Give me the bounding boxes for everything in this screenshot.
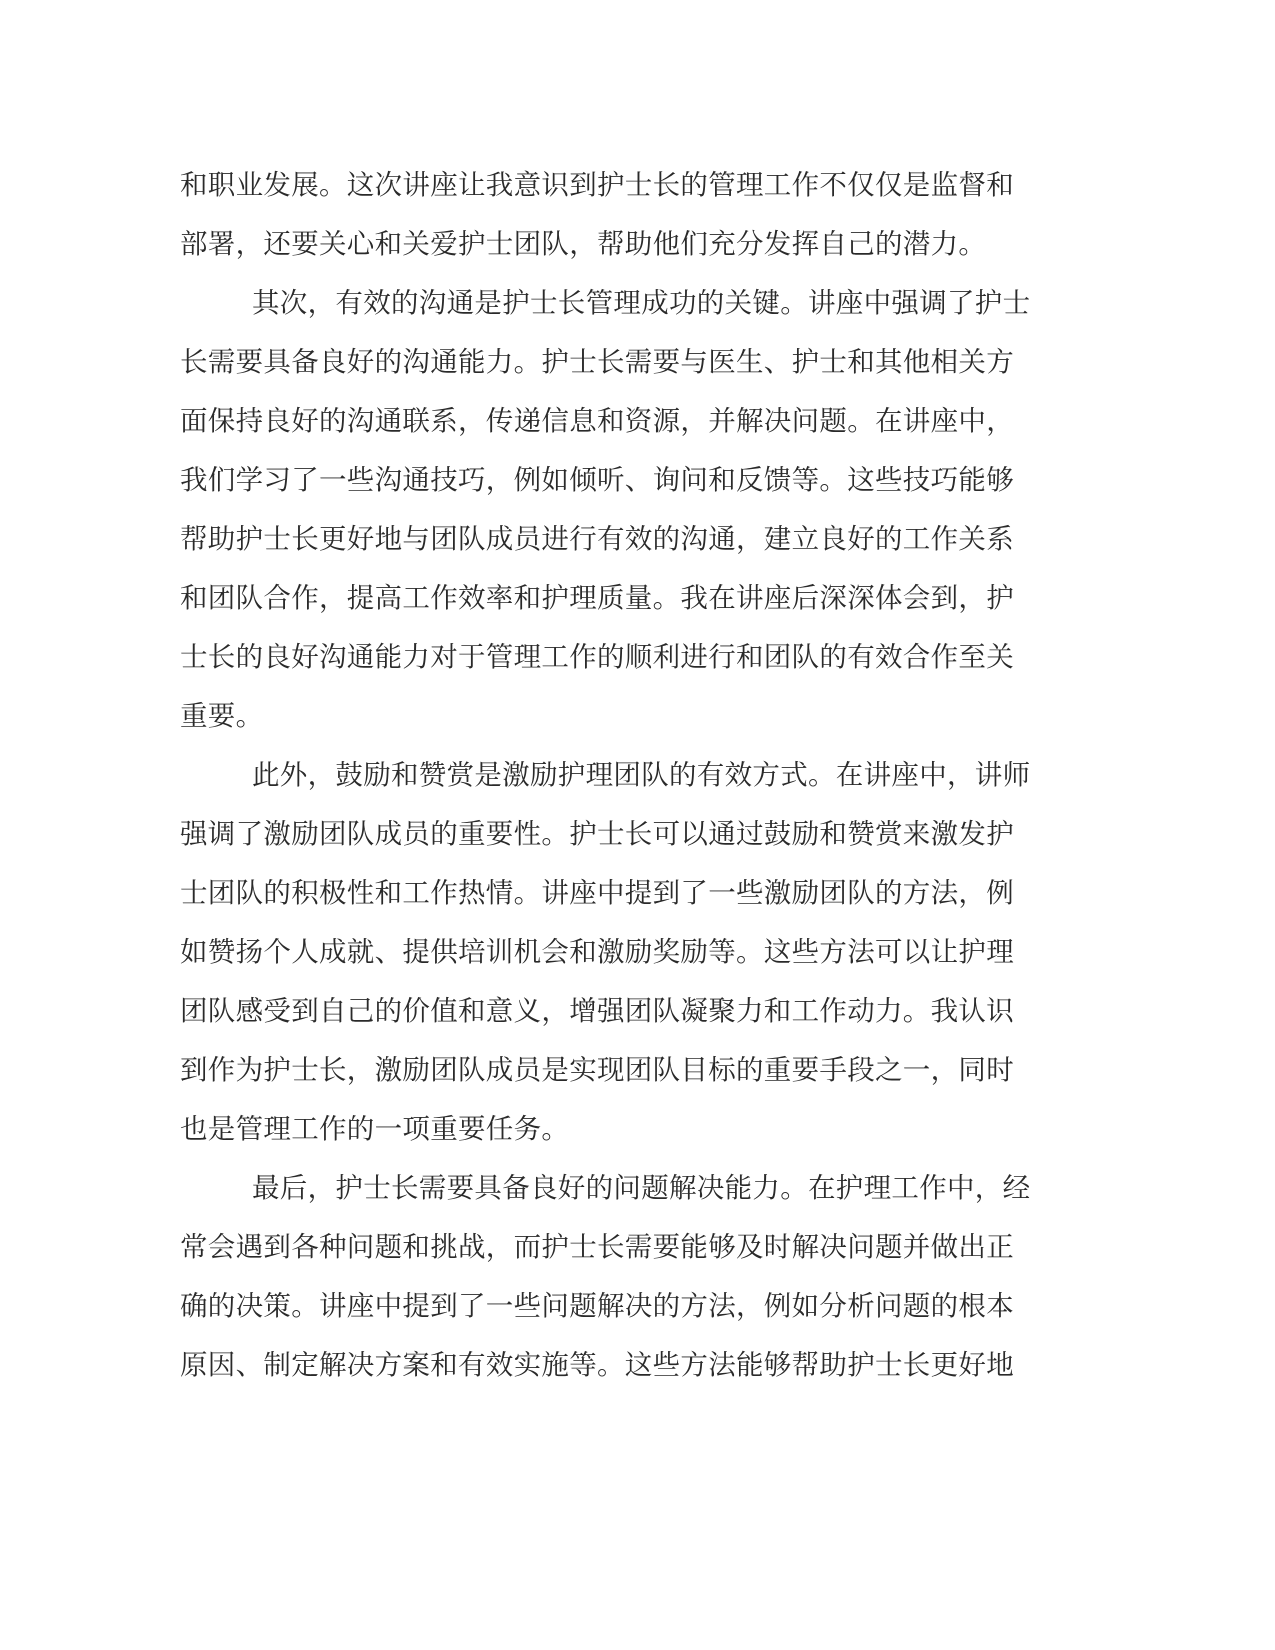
text-line: 强调了激励团队成员的重要性。护士长可以通过鼓励和赞赏来激发护 xyxy=(180,818,1014,850)
text-line: 我们学习了一些沟通技巧，例如倾听、询问和反馈等。这些技巧能够 xyxy=(180,464,1014,496)
text-line: 帮助护士长更好地与团队成员进行有效的沟通，建立良好的工作关系 xyxy=(180,523,1014,555)
body-text xyxy=(180,156,1030,1395)
text-line: 到作为护士长，激励团队成员是实现团队目标的重要手段之一，同时 xyxy=(180,1054,1014,1086)
text-line: 确的决策。讲座中提到了一些问题解决的方法，例如分析问题的根本 xyxy=(180,1290,1014,1322)
text-line: 长需要具备良好的沟通能力。护士长需要与医生、护士和其他相关方 xyxy=(180,346,1014,378)
text-line: 重要。 xyxy=(180,700,264,732)
text-line: 原因、制定解决方案和有效实施等。这些方法能够帮助护士长更好地 xyxy=(180,1349,1014,1381)
text-line: 面保持良好的沟通联系，传递信息和资源，并解决问题。在讲座中， xyxy=(180,405,1014,437)
paragraph-start-line: 此外，鼓励和赞赏是激励护理团队的有效方式。在讲座中，讲师 xyxy=(252,759,1031,791)
text-line: 和团队合作，提高工作效率和护理质量。我在讲座后深深体会到，护 xyxy=(180,582,1014,614)
text-line: 如赞扬个人成就、提供培训机会和激励奖励等。这些方法可以让护理 xyxy=(180,936,1014,968)
text-line: 士团队的积极性和工作热情。讲座中提到了一些激励团队的方法，例 xyxy=(180,877,1014,909)
text-line: 和职业发展。这次讲座让我意识到护士长的管理工作不仅仅是监督和 xyxy=(180,169,1014,201)
paragraph-start-line: 其次，有效的沟通是护士长管理成功的关键。讲座中强调了护士 xyxy=(252,287,1031,319)
text-line: 常会遇到各种问题和挑战，而护士长需要能够及时解决问题并做出正 xyxy=(180,1231,1014,1263)
text-line: 也是管理工作的一项重要任务。 xyxy=(180,1113,570,1145)
text-line: 部署，还要关心和关爱护士团队，帮助他们充分发挥自己的潜力。 xyxy=(180,228,987,260)
text-line: 团队感受到自己的价值和意义，增强团队凝聚力和工作动力。我认识 xyxy=(180,995,1014,1027)
text-line: 士长的良好沟通能力对于管理工作的顺利进行和团队的有效合作至关 xyxy=(180,641,1014,673)
paragraph-start-line: 最后，护士长需要具备良好的问题解决能力。在护理工作中，经 xyxy=(252,1172,1031,1204)
